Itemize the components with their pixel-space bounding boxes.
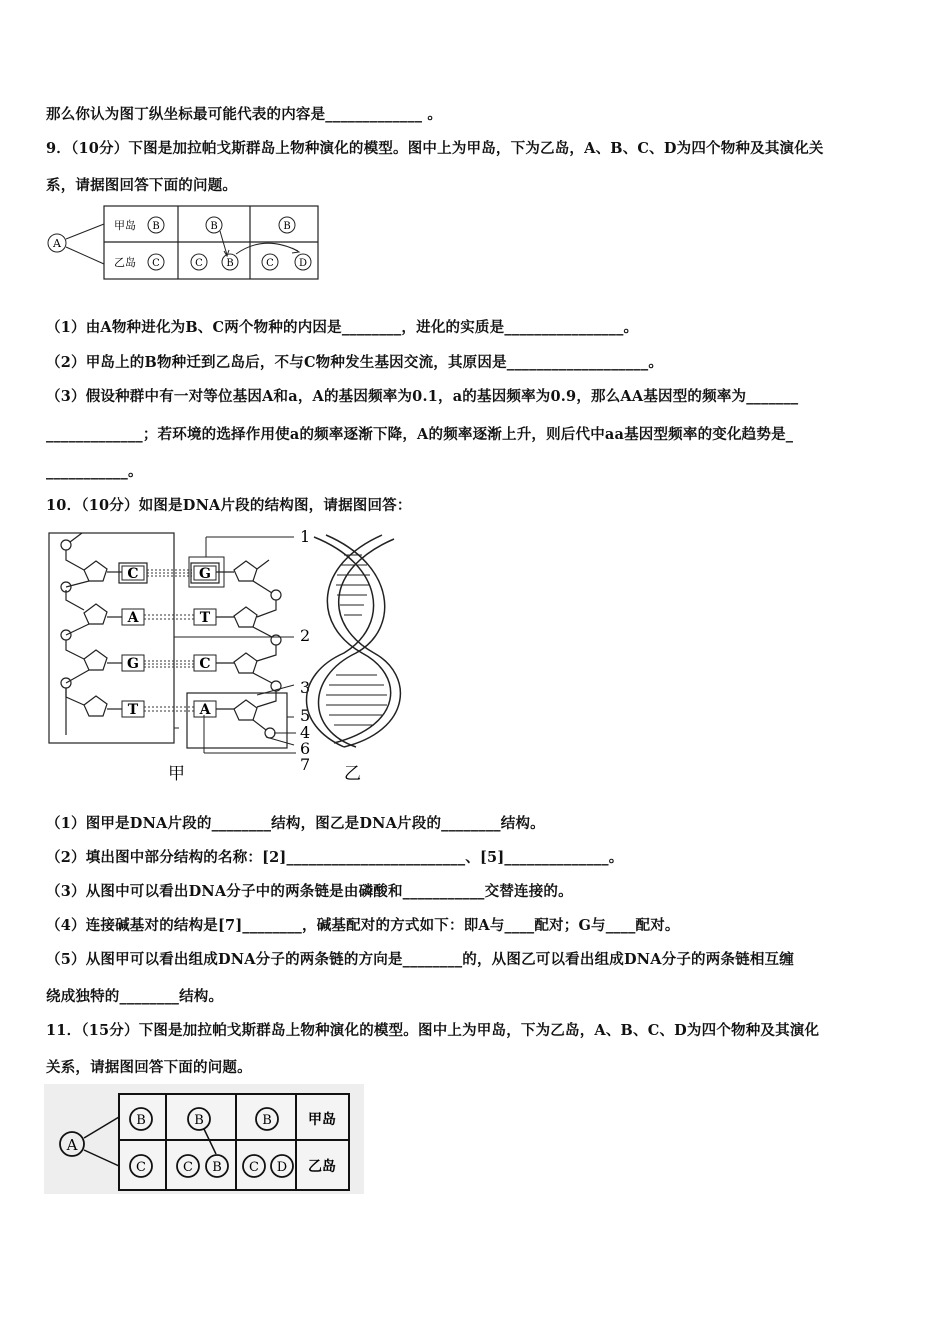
question-10-part-2: （2）填出图中部分结构的名称：[2]________________________、[5]______________。	[46, 849, 624, 866]
fig11-b4: B	[262, 1113, 272, 1128]
figure-11-evolution-model	[44, 1084, 364, 1194]
fig9-b1: B	[152, 221, 160, 232]
fig11-b2: B	[194, 1113, 204, 1128]
label-2: 2	[300, 626, 311, 645]
base-left-1: C	[127, 566, 139, 582]
fig9-lower-island-label: 乙岛	[114, 256, 136, 269]
question-9-stem-cont: 系，请据图回答下面的问题。	[46, 177, 238, 194]
question-10-part-5-cont: 绕成独特的________结构。	[46, 988, 224, 1005]
question-10-part-4: （4）连接碱基对的结构是[7]________，碱基配对的方式如下：即A与____配对；G与____配对。	[46, 917, 680, 934]
text-line-q8-end: 那么你认为图丁纵坐标最可能代表的内容是_____________ 。	[46, 106, 443, 123]
base-right-4: A	[199, 702, 211, 718]
question-11-stem-cont: 关系，请据图回答下面的问题。	[46, 1059, 252, 1076]
label-5: 5	[300, 706, 311, 725]
question-9-stem: 9．（10分）下图是加拉帕戈斯群岛上物种演化的模型。图中上为甲岛，下为乙岛，A、B、C、D为四个物种及其演化关	[46, 140, 824, 157]
base-left-3: G	[127, 656, 139, 672]
base-left-2: A	[127, 610, 139, 626]
fig11-b1: B	[136, 1113, 146, 1128]
label-3: 3	[300, 678, 311, 697]
label-yi: 乙	[344, 764, 361, 784]
fig9-c1: C	[152, 258, 160, 269]
fig9-b3: B	[226, 258, 234, 269]
question-10-part-1: （1）图甲是DNA片段的________结构，图乙是DNA片段的________结构。	[46, 815, 545, 832]
fig9-c3: C	[266, 258, 274, 269]
fig11-species-a: A	[66, 1136, 78, 1154]
fig9-d: D	[298, 258, 308, 269]
fig11-c1: C	[136, 1160, 146, 1175]
question-10-stem: 10．（10分）如图是DNA片段的结构图，请据图回答：	[46, 497, 412, 514]
fig11-c3: C	[249, 1160, 259, 1175]
question-9-part-3: （3）假设种群中有一对等位基因A和a，A的基因频率为0.1，a的基因频率为0.9，那么AA基因型的频率为_______	[46, 388, 799, 405]
question-11-stem: 11．（15分）下图是加拉帕戈斯群岛上物种演化的模型。图中上为甲岛，下为乙岛，A、B、C、D为四个物种及其演化	[46, 1022, 820, 1039]
fig11-c2: C	[183, 1160, 193, 1175]
base-right-1: G	[199, 566, 211, 582]
question-9-part-3-cont: _____________；若环境的选择作用使a的频率逐渐下降，A的频率逐渐上升，则后代中aa基因型频率的变化趋势是_	[46, 426, 794, 443]
question-9-part-2: （2）甲岛上的B物种迁到乙岛后，不与C物种发生基因交流，其原因是___________________。	[46, 354, 664, 371]
base-right-3: C	[199, 656, 211, 672]
label-6: 6	[300, 739, 311, 758]
question-10-part-3: （3）从图中可以看出DNA分子中的两条链是由磷酸和___________交替连接的。	[46, 883, 573, 900]
fig9-upper-island-label: 甲岛	[114, 219, 136, 232]
fig11-b3: B	[212, 1160, 222, 1175]
base-right-2: T	[199, 610, 211, 626]
question-9-part-1: （1）由A物种进化为B、C两个物种的内因是________，进化的实质是________________。	[46, 319, 639, 336]
label-7: 7	[300, 755, 311, 774]
base-left-4: T	[127, 702, 139, 718]
fig9-b4: B	[283, 221, 291, 232]
figure-9-evolution-model	[44, 204, 324, 284]
fig11-lower-island-label: 乙岛	[308, 1159, 336, 1175]
fig11-d: D	[276, 1160, 288, 1175]
figure-10-dna-structure	[44, 525, 414, 787]
fig9-b2: B	[210, 221, 218, 232]
fig9-species-a: A	[53, 237, 61, 250]
label-1: 1	[300, 527, 311, 546]
label-jia: 甲	[168, 764, 185, 784]
fig11-upper-island-label: 甲岛	[308, 1112, 336, 1128]
question-9-part-3-end: ___________。	[46, 463, 143, 480]
label-4: 4	[300, 723, 311, 742]
question-10-part-5: （5）从图甲可以看出组成DNA分子的两条链的方向是________的，从图乙可以看出组成DNA分子的两条链相互缠	[46, 951, 794, 968]
fig9-c2: C	[195, 258, 203, 269]
